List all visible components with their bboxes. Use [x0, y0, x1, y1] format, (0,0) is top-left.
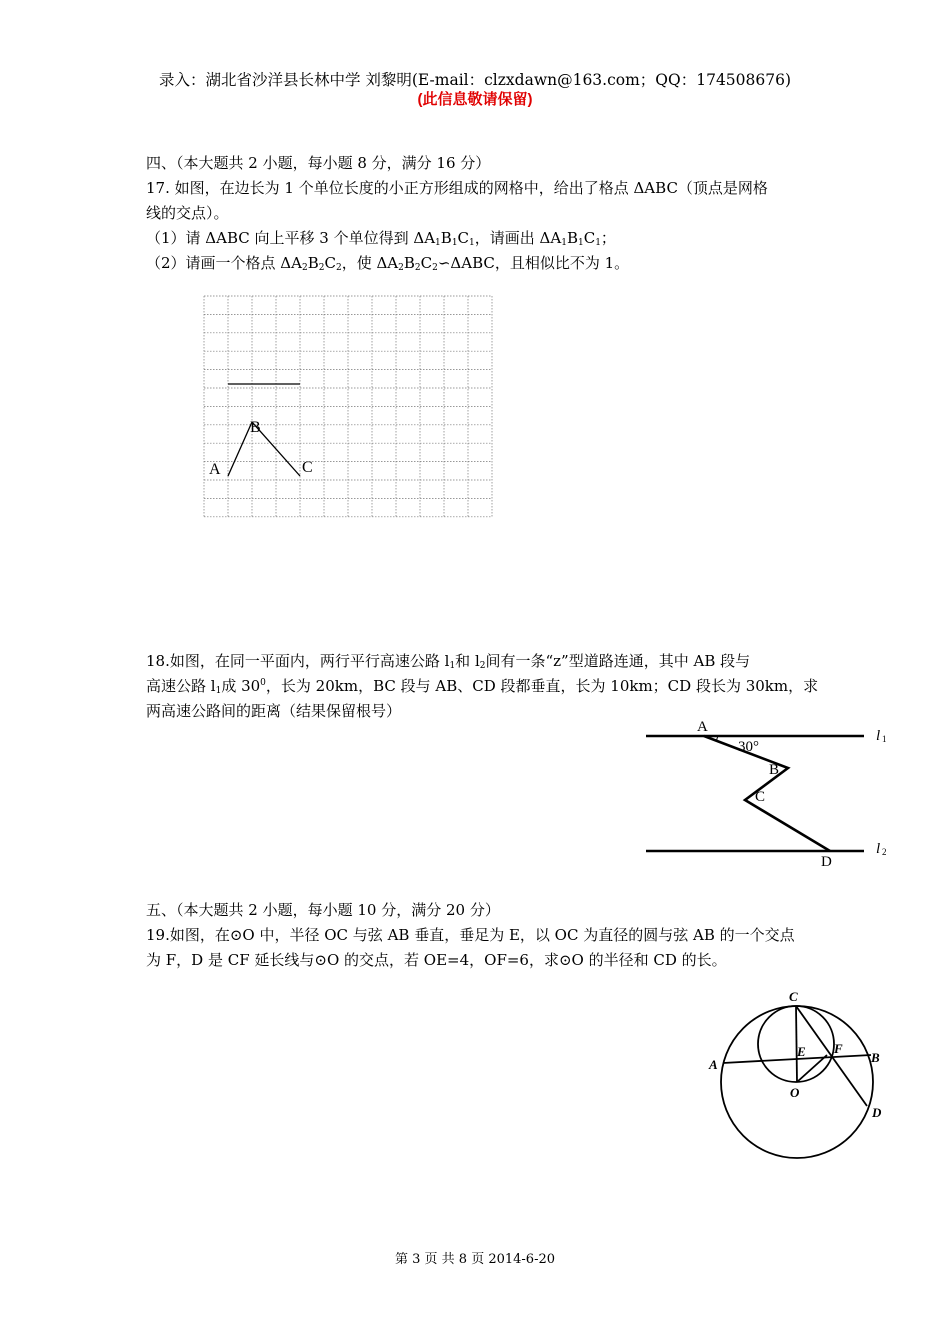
q17-part-2: （2）请画一个格点 $\Delta A_2B_2C_2$，使 $\Delta A_2B_2C_2∽\Delta ABC$，且相似比不为 1。 — [146, 254, 630, 273]
q19-label-c: C — [789, 989, 798, 1004]
q18-label-b: B — [769, 762, 780, 778]
q18-label-l2: l — [876, 841, 881, 857]
q19-label-o: O — [790, 1085, 800, 1100]
q18-label-l1: l — [876, 728, 881, 744]
section-5-title: 五、（本大题共 2 小题，每小题 10 分，满分 20 分） — [146, 901, 500, 919]
q18-label-a: A — [697, 719, 708, 735]
q18-label-l1-sub: 1 — [882, 734, 887, 744]
q18-line-2: 高速公路 $l_1$成 $30^0$，长为 20km，BC 段与 AB、CD 段都垂直，长为 10km；CD 段长为 30km，求 — [146, 677, 819, 696]
section-4-title: 四、（本大题共 2 小题，每小题 8 分，满分 16 分） — [146, 154, 491, 172]
q17-line-2: 线的交点）。 — [146, 204, 229, 222]
q19-label-a: A — [709, 1057, 718, 1072]
header-notice: (此信息敬请保留) — [417, 91, 533, 108]
q17-line-1: 17. 如图，在边长为 1 个单位长度的小正方形组成的网格中，给出了格点 ΔABC（顶点是网格 — [146, 179, 768, 197]
q18-line-1: 18.如图，在同一平面内，两行平行高速公路 $l_1$和 $l_2$间有一条“z”型道路连通，其中 AB 段与 — [146, 652, 751, 671]
q18-label-l2-sub: 2 — [882, 847, 887, 857]
q18-angle-label: 30° — [738, 739, 759, 755]
q19-line-1: 19.如图，在⊙O 中，半径 OC 与弦 AB 垂直，垂足为 E，以 OC 为直径的圆与弦 AB 的一个交点 — [146, 926, 795, 944]
q17-label-c: C — [302, 459, 313, 476]
q19-line-2: 为 F，D 是 CF 延长线与⊙O 的交点，若 OE=4，OF=6，求⊙O 的半径和 CD 的长。 — [146, 951, 727, 969]
header-line: 录入：湖北省沙洋县长林中学 刘黎明(E-mail：clzxdawn@163.com；QQ：174508676) — [158, 71, 792, 89]
q18-label-d: D — [821, 854, 832, 870]
q18-label-c: C — [755, 789, 766, 805]
q19-label-f: F — [834, 1041, 843, 1056]
q17-label-a: A — [209, 461, 221, 478]
q19-label-d: D — [872, 1105, 882, 1120]
q19-label-b: B — [871, 1050, 880, 1065]
q18-line-3: 两高速公路间的距离（结果保留根号） — [146, 702, 402, 720]
page-footer: 第 3 页 共 8 页 2014-6-20 — [394, 1252, 556, 1267]
q17-part-1: （1）请 ΔABC 向上平移 3 个单位得到 $\Delta A_1B_1C_1$，请画出 $\Delta A_1B_1C_1$； — [146, 229, 616, 248]
q19-label-e: E — [797, 1044, 806, 1059]
q17-label-b: B — [250, 419, 261, 436]
